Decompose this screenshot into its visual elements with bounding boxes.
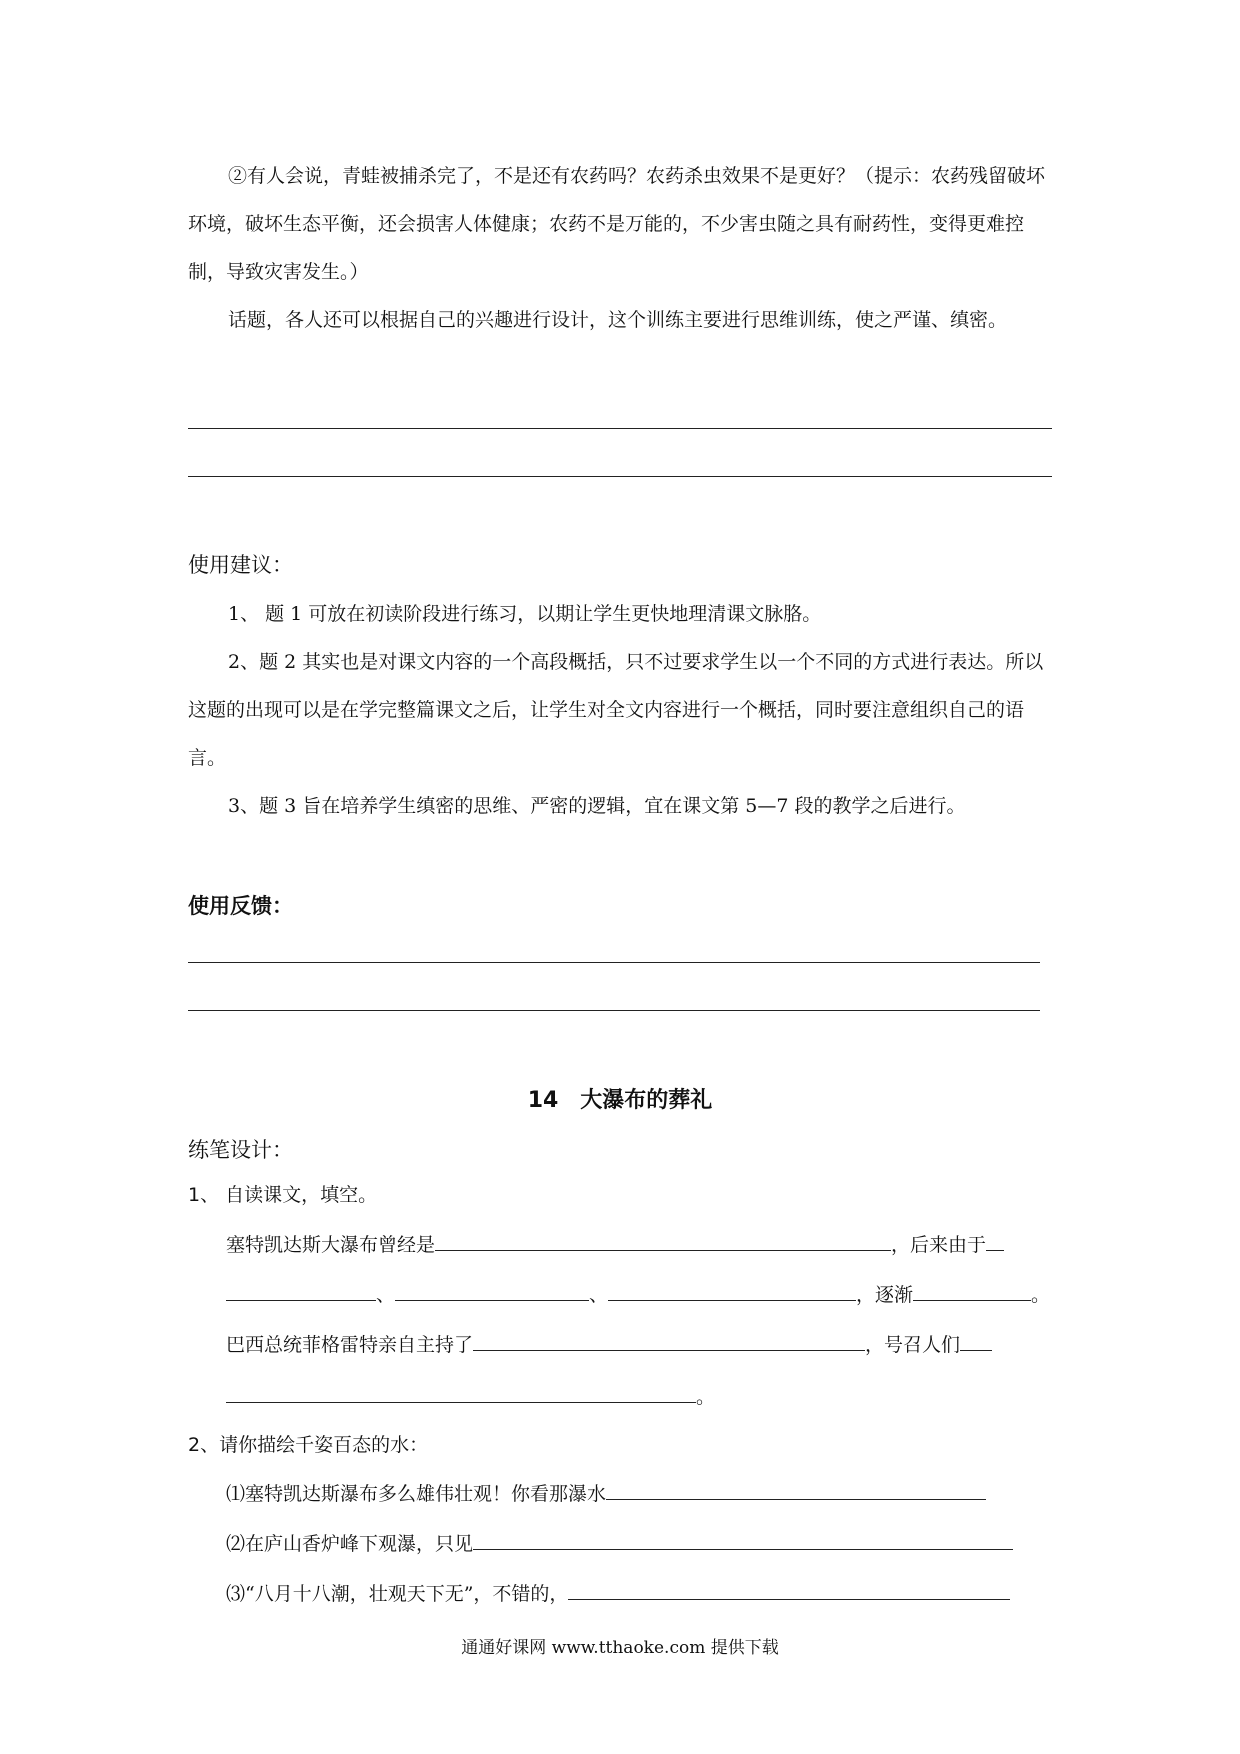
describe-line-3 (226, 1579, 1010, 1606)
paragraph-q2-hint: ②有人会说，青蛙被捕杀完了，不是还有农药吗？农药杀虫效果不是更好？（提示：农药残留破坏环境，破坏生态平衡，还会损害人体健康；农药不是万能的，不少害虫随之具有耐药性，变得更难控制，导致灾害发生。） (188, 165, 1046, 283)
text: 、 (589, 1284, 609, 1306)
answer-line (188, 476, 1052, 477)
blank[interactable] (435, 1232, 891, 1251)
feedback-line (188, 1010, 1040, 1011)
blank[interactable] (606, 1481, 986, 1500)
blank[interactable] (473, 1531, 1013, 1550)
blank[interactable] (960, 1332, 992, 1351)
blank[interactable] (568, 1581, 1010, 1600)
fill-line-2 (226, 1280, 1056, 1307)
blank[interactable] (226, 1384, 696, 1403)
text: 巴西总统菲格雷特亲自主持了 (226, 1334, 474, 1356)
text: 。 (696, 1386, 716, 1408)
usage-item-1: 1、 题 1 可放在初读阶段进行练习，以期让学生更快地理清课文脉胳。 (228, 603, 822, 625)
text: ⑴塞特凯达斯瀑布多么雄伟壮观！你看那瀑水 (226, 1483, 607, 1505)
blank[interactable] (395, 1282, 589, 1301)
paragraph-topic-note: 话题，各人还可以根据自己的兴趣进行设计，这个训练主要进行思维训练，使之严谨、缜密。 (228, 309, 1008, 331)
fill-line-1 (226, 1230, 1056, 1257)
text: 塞特凯达斯大瀑布曾经是 (226, 1234, 436, 1256)
fill-line-4 (226, 1382, 715, 1409)
practice-heading: 练笔设计： (188, 1138, 293, 1162)
feedback-line (188, 962, 1040, 963)
text: ，号召人们 (865, 1334, 961, 1356)
describe-line-1 (226, 1479, 986, 1506)
feedback-heading: 使用反馈： (188, 894, 293, 918)
text: 、 (376, 1284, 396, 1306)
question-2-label: 2、请你描绘千姿百态的水： (188, 1434, 429, 1456)
usage-item-3: 3、题 3 旨在培养学生缜密的思维、严密的逻辑，宜在课文第 5—7 段的教学之后进行。 (228, 795, 966, 817)
question-1-label: 1、 自读课文，填空。 (188, 1184, 378, 1206)
text: ，后来由于 (891, 1234, 987, 1256)
blank[interactable] (913, 1282, 1031, 1301)
usage-heading: 使用建议： (188, 553, 293, 577)
blank[interactable] (226, 1282, 376, 1301)
lesson-title: 14 大瀑布的葬礼 (527, 1088, 713, 1113)
answer-line (188, 428, 1052, 429)
describe-line-2 (226, 1529, 1013, 1556)
text: ⑶“八月十八潮，壮观天下无”，不错的， (226, 1583, 569, 1605)
blank[interactable] (473, 1332, 865, 1351)
text: ，逐渐 (856, 1284, 914, 1306)
blank[interactable] (986, 1232, 1004, 1251)
blank[interactable] (608, 1282, 856, 1301)
footer: 通通好课网 www.tthaoke.com 提供下载 (461, 1638, 779, 1658)
usage-item-2: 2、题 2 其实也是对课文内容的一个高段概括，只不过要求学生以一个不同的方式进行表达。所以这题的出现可以是在学完整篇课文之后，让学生对全文内容进行一个概括，同时要注意组织自己的语言。 (188, 651, 1044, 769)
fill-line-3 (226, 1330, 1056, 1357)
text: 。 (1031, 1284, 1051, 1306)
text: ⑵在庐山香炉峰下观瀑，只见 (226, 1533, 474, 1555)
